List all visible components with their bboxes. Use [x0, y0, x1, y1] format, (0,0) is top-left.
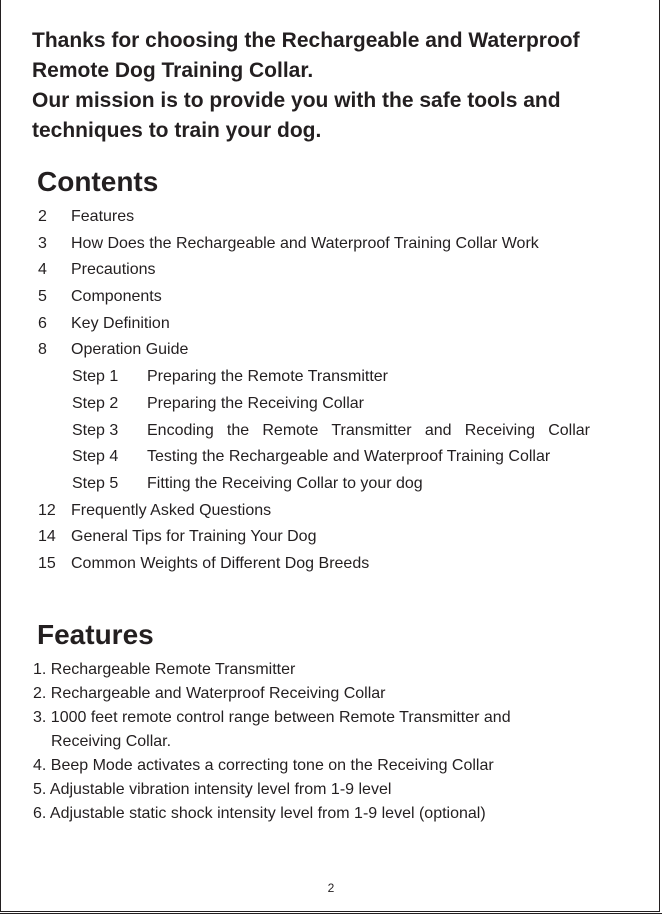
feature-item-continuation: Receiving Collar.: [51, 733, 172, 750]
toc-page-number: 8: [38, 341, 47, 359]
toc-title: Frequently Asked Questions: [71, 501, 272, 519]
toc-title: Precautions: [71, 261, 156, 279]
toc-entry-key-definition: [38, 311, 628, 338]
intro-line: techniques to train your dog.: [32, 119, 322, 142]
intro-line: Thanks for choosing the Rechargeable and Waterproof: [32, 29, 580, 52]
step-title: Preparing the Receiving Collar: [147, 394, 364, 412]
contents-heading: Contents: [37, 166, 159, 197]
step-label: Step 1: [72, 368, 119, 386]
page-bottom-rule: [0, 913, 662, 914]
toc-page-number: 6: [38, 314, 47, 332]
toc-step-5: [38, 471, 628, 498]
toc-title: How Does the Rechargeable and Waterproof Training Collar Work: [71, 234, 539, 252]
feature-item: 5. Adjustable vibration intensity level from 1-9 level: [33, 781, 392, 798]
toc-title: Key Definition: [71, 314, 170, 332]
step-title: Fitting the Receiving Collar to your dog: [147, 474, 423, 492]
toc-title: Common Weights of Different Dog Breeds: [71, 554, 370, 572]
toc-page-number: 5: [38, 288, 47, 306]
toc-entry-faq: [38, 498, 628, 525]
toc-entry-precautions: [38, 257, 628, 284]
feature-item: 6. Adjustable static shock intensity level from 1-9 level (optional): [33, 805, 486, 822]
step-title: Testing the Rechargeable and Waterproof Training Collar: [147, 448, 551, 466]
step-label: Step 5: [72, 474, 119, 492]
toc-step-2: [38, 391, 628, 418]
step-label: Step 4: [72, 448, 119, 466]
feature-item: 3. 1000 feet remote control range between Remote Transmitter and: [33, 709, 511, 726]
step-label: Step 2: [72, 394, 119, 412]
feature-item: 2. Rechargeable and Waterproof Receiving Collar: [33, 685, 386, 702]
toc-page-number: 4: [38, 261, 47, 279]
step-label: Step 3: [72, 421, 119, 439]
toc-entry-how-it-works: [38, 231, 628, 258]
features-list: [33, 658, 633, 826]
toc-entry-components: [38, 284, 628, 311]
intro-line: Remote Dog Training Collar.: [32, 59, 314, 82]
intro-text: [32, 26, 642, 146]
step-title: Preparing the Remote Transmitter: [147, 368, 388, 386]
features-heading: Features: [37, 619, 154, 650]
feature-item: 1. Rechargeable Remote Transmitter: [33, 661, 296, 678]
toc-step-3: [38, 418, 628, 445]
table-of-contents: [38, 204, 628, 578]
toc-title: Features: [71, 208, 135, 225]
toc-entry-dog-weights: [38, 551, 628, 578]
toc-title: Operation Guide: [71, 341, 189, 359]
toc-entry-features: [38, 204, 628, 231]
toc-page-number: 2: [38, 208, 47, 225]
intro-line: Our mission is to provide you with the safe tools and: [32, 89, 561, 112]
toc-page-number: 12: [38, 501, 56, 519]
toc-step-1: [38, 364, 628, 391]
toc-step-4: [38, 444, 628, 471]
feature-item: 4. Beep Mode activates a correcting tone on the Receiving Collar: [33, 757, 494, 774]
toc-entry-general-tips: [38, 524, 628, 551]
page-number: 2: [327, 881, 335, 895]
toc-title: Components: [71, 288, 162, 306]
step-title: Encoding the Remote Transmitter and Receiving Collar: [147, 421, 590, 439]
toc-entry-operation-guide: [38, 337, 628, 364]
toc-page-number: 3: [38, 234, 47, 252]
toc-title: General Tips for Training Your Dog: [71, 528, 317, 546]
toc-page-number: 15: [38, 554, 56, 572]
toc-page-number: 14: [38, 528, 56, 546]
